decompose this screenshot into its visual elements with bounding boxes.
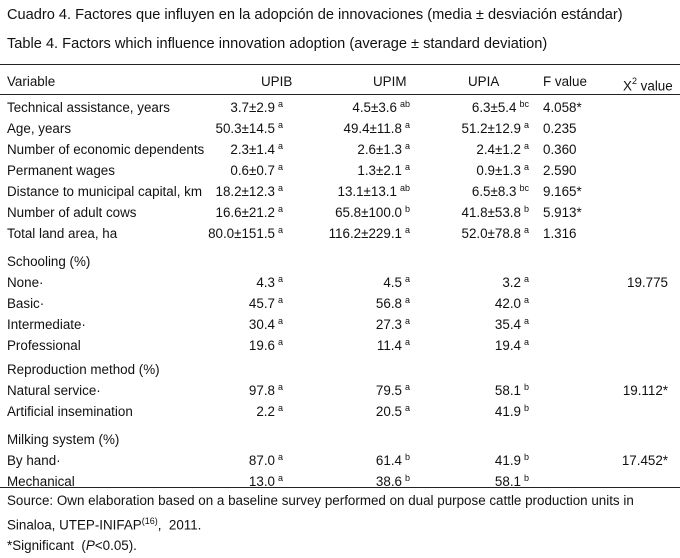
upib-cell: [249, 315, 283, 336]
upim-cell-superscript: a: [404, 337, 410, 347]
upib-cell: [249, 381, 283, 402]
table-row: [0, 381, 680, 401]
upia-cell-superscript: a: [523, 120, 529, 130]
upib-cell-superscript: a: [277, 316, 283, 326]
upim-cell-value: 65.8±100.0: [335, 205, 402, 220]
upib-cell-value: 45.7: [248, 296, 275, 311]
f-value-cell: 9.165*: [543, 184, 582, 199]
variable-cell: Number of adult cows: [7, 205, 137, 220]
upia-cell: [502, 273, 529, 294]
upim-cell-value: 4.5: [383, 275, 402, 290]
upib-cell-value: 13.0: [248, 474, 275, 489]
upia-cell-superscript: b: [523, 452, 529, 462]
variable-cell: Total land area, ha: [7, 226, 118, 241]
upim-cell-superscript: a: [404, 382, 410, 392]
variable-cell: Permanent wages: [7, 163, 115, 178]
upim-cell-superscript: b: [404, 204, 410, 214]
table-row: [0, 140, 680, 160]
upia-cell-value: 6.5±8.3: [471, 184, 517, 199]
upib-cell: [249, 336, 283, 357]
table-row: [0, 182, 680, 202]
upim-cell-value: 4.5±3.6: [352, 100, 397, 115]
variable-cell: Reproduction method (%): [7, 362, 160, 377]
header-upim: UPIM: [373, 74, 407, 89]
upia-cell-value: 41.9: [494, 453, 521, 468]
table-row: [0, 294, 680, 314]
upia-cell-value: 58.1: [494, 474, 521, 489]
upim-cell-value: 61.4: [375, 453, 402, 468]
table-row: [0, 273, 680, 293]
f-value-cell: 4.058*: [543, 100, 582, 115]
upim-cell-superscript: a: [404, 120, 410, 130]
upim-cell: [376, 294, 410, 315]
upib-cell-superscript: a: [277, 99, 283, 109]
upib-cell: [230, 161, 283, 182]
upia-cell: [472, 182, 529, 203]
upib-cell: [216, 182, 284, 203]
upim-cell-value: 20.5: [375, 404, 402, 419]
upia-cell-superscript: b: [523, 204, 529, 214]
upim-cell-superscript: a: [404, 162, 410, 172]
table-header-row: [0, 72, 680, 92]
upia-cell-value: 58.1: [494, 383, 521, 398]
variable-cell: Distance to municipal capital, km: [7, 184, 202, 199]
upia-cell-superscript: a: [523, 162, 529, 172]
upim-cell-value: 27.3: [375, 317, 402, 332]
upib-cell: [249, 294, 283, 315]
upia-cell-superscript: b: [523, 403, 529, 413]
upia-cell: [472, 98, 529, 119]
upib-cell: [249, 472, 283, 493]
upia-cell-superscript: b: [523, 382, 529, 392]
upim-cell: [376, 315, 410, 336]
upim-cell-value: 79.5: [375, 383, 402, 398]
upib-cell-value: 19.6: [248, 338, 275, 353]
header-chi-rest: value: [636, 78, 673, 94]
upim-cell: [338, 182, 411, 203]
table-caption-spanish: Cuadro 4. Factores que influyen en la adopción de innovaciones (media ± desviación estándar): [7, 7, 623, 23]
upim-cell: [383, 273, 410, 294]
upib-cell: [216, 203, 284, 224]
table-row: [0, 451, 680, 471]
upia-cell-value: 35.4: [494, 317, 521, 332]
f-value-cell: 0.235: [543, 121, 577, 136]
header-upib: UPIB: [261, 74, 293, 89]
upib-cell-value: 4.3: [256, 275, 275, 290]
variable-cell: Technical assistance, years: [7, 100, 170, 115]
upia-cell: [495, 315, 529, 336]
upim-cell-superscript: b: [404, 452, 410, 462]
upim-cell: [376, 451, 410, 472]
upib-cell: [208, 224, 283, 245]
table-row: [0, 472, 680, 492]
upia-cell-superscript: bc: [519, 183, 529, 193]
upia-cell-value: 3.2: [502, 275, 521, 290]
upim-cell-superscript: a: [404, 316, 410, 326]
significance-prefix: *Significant (: [7, 538, 86, 553]
upia-cell: [495, 336, 529, 357]
upim-cell-superscript: ab: [399, 99, 410, 109]
variable-cell: Natural service·: [7, 383, 101, 398]
upim-cell-value: 56.8: [375, 296, 402, 311]
upim-cell-superscript: a: [404, 295, 410, 305]
upib-cell-superscript: a: [277, 403, 283, 413]
upim-cell-value: 2.6±1.3: [357, 142, 402, 157]
upib-cell-superscript: a: [277, 295, 283, 305]
upim-cell-superscript: a: [404, 141, 410, 151]
significance-p: P: [85, 538, 95, 553]
upia-cell-value: 2.4±1.2: [476, 142, 521, 157]
table-row: [0, 315, 680, 335]
upim-cell-value: 116.2±229.1: [328, 226, 402, 241]
header-upia: UPIA: [468, 74, 500, 89]
upia-cell: [462, 224, 530, 245]
header-chi-sup: 2: [631, 76, 637, 86]
chi-square-cell: 19.112*: [622, 383, 668, 398]
upib-cell-value: 2.3±1.4: [230, 142, 275, 157]
variable-cell: Basic·: [7, 296, 45, 311]
upim-cell: [376, 472, 410, 493]
significance-note: [7, 536, 137, 556]
upim-cell: [357, 161, 410, 182]
upib-cell: [230, 140, 283, 161]
upia-cell-value: 0.9±1.3: [476, 163, 521, 178]
f-value-cell: 2.590: [543, 163, 577, 178]
upib-cell-value: 30.4: [248, 317, 275, 332]
variable-cell: Age, years: [7, 121, 72, 136]
upib-cell-superscript: a: [277, 274, 283, 284]
upim-cell: [376, 402, 410, 423]
upim-cell-value: 49.4±11.8: [343, 121, 402, 136]
table-top-rule: [0, 64, 680, 65]
upia-cell-superscript: b: [523, 473, 529, 483]
table-row: [0, 119, 680, 139]
upib-cell-value: 0.6±0.7: [230, 163, 275, 178]
upib-cell-superscript: a: [277, 183, 283, 193]
upim-cell-superscript: ab: [399, 183, 410, 193]
upia-cell: [476, 161, 529, 182]
upim-cell: [376, 381, 410, 402]
variable-cell: Professional: [7, 338, 81, 353]
upia-cell: [495, 451, 529, 472]
upim-cell-superscript: a: [404, 403, 410, 413]
upib-cell: [230, 98, 283, 119]
upia-cell: [495, 402, 529, 423]
variable-cell: Intermediate·: [7, 317, 86, 332]
upib-cell-superscript: a: [277, 204, 283, 214]
table-row: [0, 336, 680, 356]
table-section-heading: [0, 430, 680, 450]
upia-cell-superscript: a: [523, 274, 529, 284]
upib-cell-superscript: a: [277, 337, 283, 347]
upib-cell-value: 3.7±2.9: [230, 100, 275, 115]
upim-cell-superscript: a: [404, 225, 410, 235]
upia-cell-value: 19.4: [494, 338, 521, 353]
upib-cell-value: 16.6±21.2: [215, 205, 275, 220]
variable-cell: By hand·: [7, 453, 61, 468]
upia-cell-superscript: bc: [519, 99, 529, 109]
upia-cell-value: 6.3±5.4: [471, 100, 517, 115]
upia-cell-value: 41.8±53.8: [461, 205, 521, 220]
f-value-cell: 0.360: [543, 142, 577, 157]
upia-cell: [462, 119, 530, 140]
table-row: [0, 98, 680, 118]
upim-cell: [357, 140, 410, 161]
variable-cell: Schooling (%): [7, 254, 91, 269]
upib-cell: [216, 119, 284, 140]
variable-cell: Artificial insemination: [7, 404, 133, 419]
variable-cell: Number of economic dependents: [7, 142, 205, 157]
upib-cell-superscript: a: [277, 225, 283, 235]
upib-cell-value: 50.3±14.5: [215, 121, 275, 136]
upia-cell-superscript: a: [523, 337, 529, 347]
upia-cell-superscript: a: [523, 141, 529, 151]
header-f-value: F value: [543, 74, 587, 89]
chi-square-cell: 17.452*: [621, 453, 668, 468]
table-source-note: [7, 491, 677, 535]
header-chi-base: X: [623, 78, 632, 94]
table-row: [0, 203, 680, 223]
table-row: [0, 161, 680, 181]
upia-cell: [495, 381, 529, 402]
upia-cell-value: 42.0: [494, 296, 521, 311]
upim-cell: [344, 119, 411, 140]
upim-cell: [352, 98, 410, 119]
upib-cell-superscript: a: [277, 473, 283, 483]
table-section-heading: [0, 252, 680, 272]
upia-cell-superscript: a: [523, 295, 529, 305]
upia-cell: [495, 472, 529, 493]
upia-cell-superscript: a: [523, 225, 529, 235]
upib-cell-superscript: a: [277, 452, 283, 462]
source-text: Source: Own elaboration based on a baseline survey performed on dual purpose cattle production units in Sinaloa, UTEP-INIFAP: [7, 493, 634, 533]
variable-cell: Mechanical: [7, 474, 75, 489]
source-year: , 2011.: [157, 517, 202, 533]
upib-cell: [256, 402, 283, 423]
table-section-heading: [0, 360, 680, 380]
upia-cell-superscript: a: [523, 316, 529, 326]
upib-cell: [249, 451, 283, 472]
upia-cell: [495, 294, 529, 315]
f-value-cell: 5.913*: [543, 205, 582, 220]
table-bottom-rule: [0, 487, 680, 488]
upia-cell-value: 52.0±78.8: [461, 226, 521, 241]
upib-cell-value: 18.2±12.3: [215, 184, 275, 199]
source-reference: (16): [141, 516, 158, 526]
upib-cell-value: 80.0±151.5: [208, 226, 275, 241]
upib-cell-value: 2.2: [256, 404, 275, 419]
upim-cell-value: 38.6: [375, 474, 402, 489]
upia-cell: [462, 203, 530, 224]
header-chi-square: [623, 72, 673, 96]
upim-cell: [335, 203, 410, 224]
upim-cell-value: 1.3±2.1: [357, 163, 402, 178]
upim-cell-superscript: b: [404, 473, 410, 483]
table-row: [0, 224, 680, 244]
variable-cell: Milking system (%): [7, 432, 120, 447]
upia-cell: [476, 140, 529, 161]
upim-cell-value: 11.4: [376, 338, 402, 353]
upib-cell-superscript: a: [277, 162, 283, 172]
upib-cell: [256, 273, 283, 294]
significance-suffix: <0.05).: [94, 538, 137, 553]
upim-cell: [377, 336, 410, 357]
table-row: [0, 402, 680, 422]
upib-cell-value: 97.8: [248, 383, 275, 398]
f-value-cell: 1.316: [543, 226, 577, 241]
upia-cell-value: 41.9: [494, 404, 521, 419]
upia-cell-value: 51.2±12.9: [461, 121, 521, 136]
variable-cell: None·: [7, 275, 44, 290]
upim-cell-value: 13.1±13.1: [337, 184, 397, 199]
table-caption-english: Table 4. Factors which influence innovation adoption (average ± standard deviation): [7, 36, 548, 52]
upim-cell: [329, 224, 410, 245]
upib-cell-superscript: a: [277, 120, 283, 130]
table-header-rule: [0, 94, 680, 95]
chi-square-cell: 19.775: [627, 275, 668, 290]
header-variable: Variable: [7, 74, 56, 89]
upib-cell-superscript: a: [277, 382, 283, 392]
upim-cell-superscript: a: [404, 274, 410, 284]
upib-cell-value: 87.0: [248, 453, 275, 468]
upib-cell-superscript: a: [277, 141, 283, 151]
